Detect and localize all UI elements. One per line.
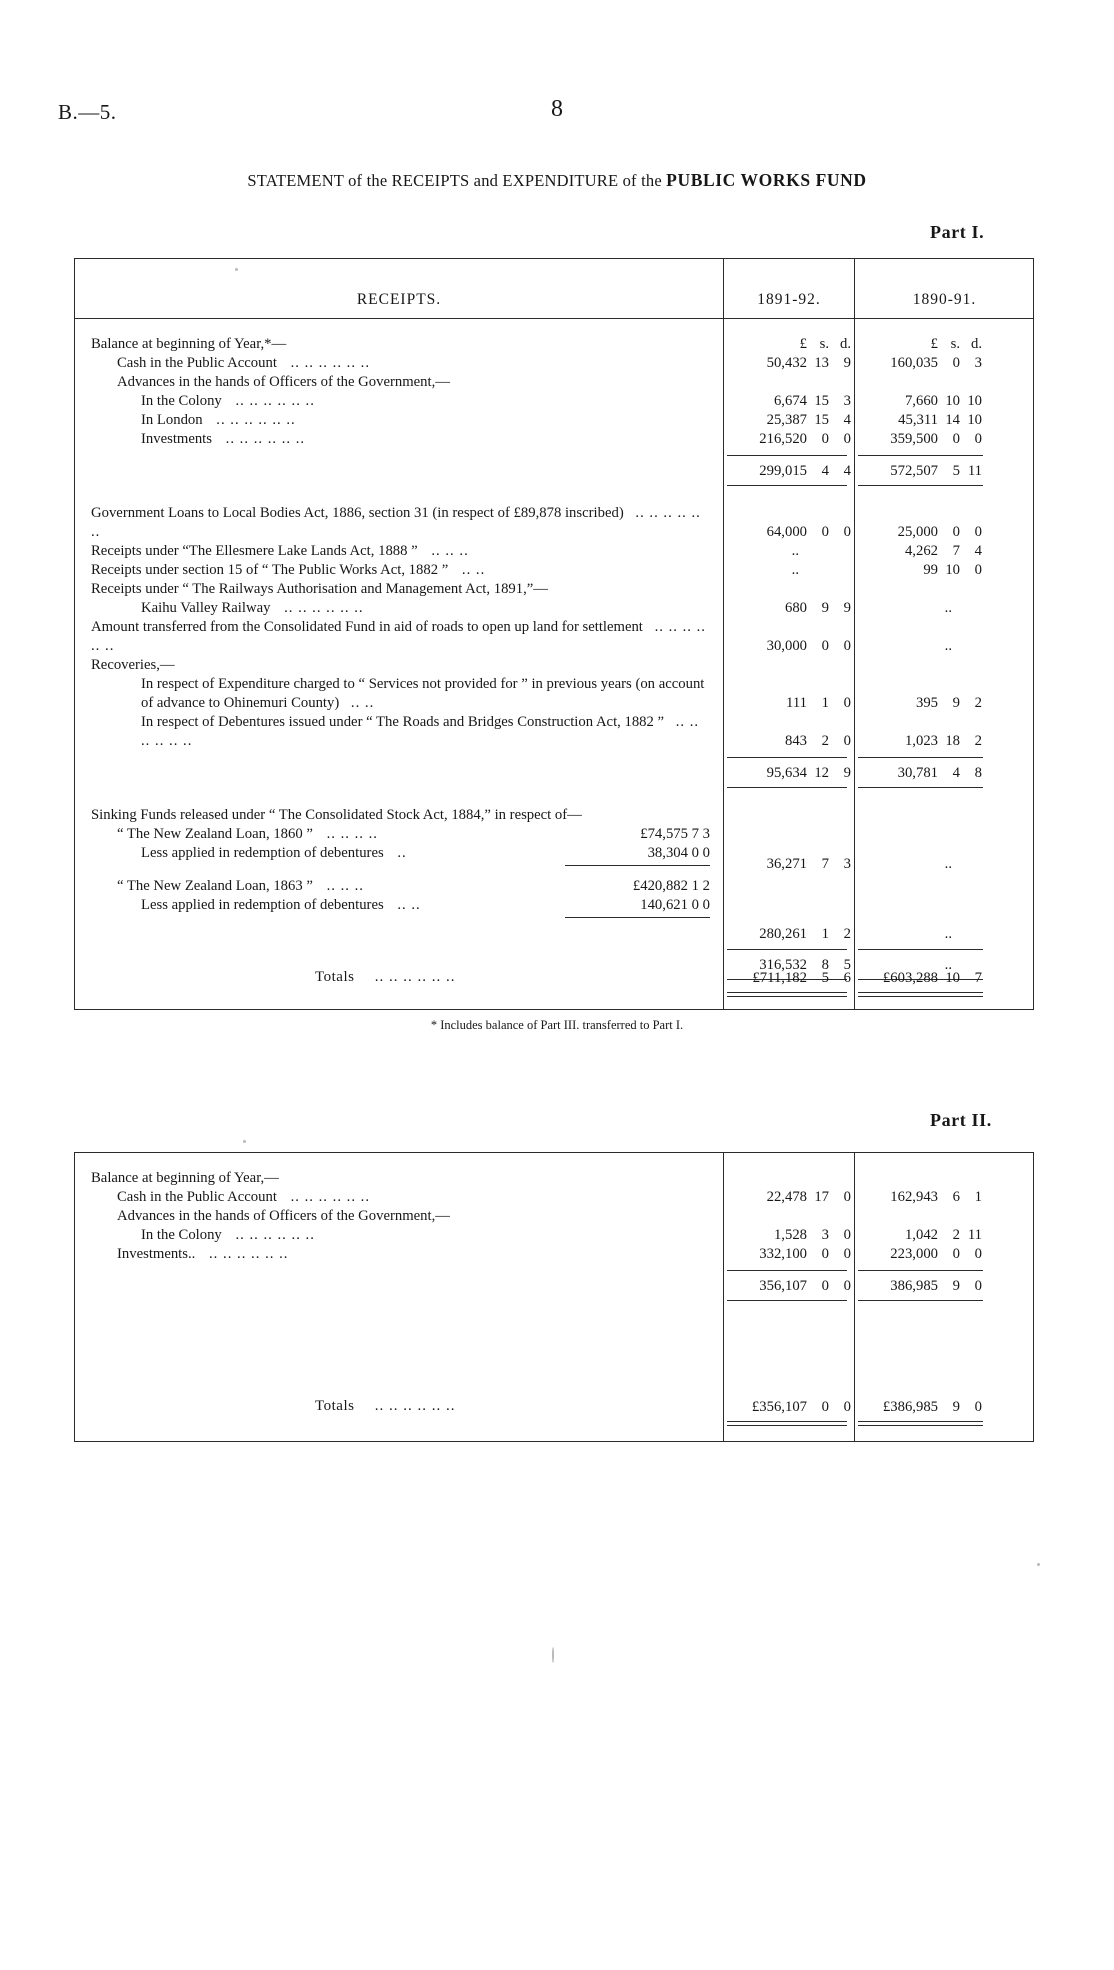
amount-pounds: 1,528 — [773, 1227, 807, 1243]
subtotal-rule — [858, 1300, 983, 1301]
amount-pence: 0 — [974, 1278, 982, 1294]
amount-shillings: 10 — [945, 970, 960, 986]
amount-pence: 4 — [843, 412, 851, 428]
amount-pence: 3 — [843, 393, 851, 409]
row-text: Receipts under “The Ellesmere Lake Lands Act, 1888 ” — [91, 543, 418, 559]
leader-dots: .. .. .. .. .. .. — [225, 431, 306, 447]
amount-pounds: £386,985 — [882, 1399, 938, 1415]
amount-pence: 10 — [967, 393, 982, 409]
scan-speck — [552, 1647, 554, 1663]
total-double-rule — [727, 1421, 847, 1426]
amount-pounds: 1,023 — [904, 733, 938, 749]
row-label — [141, 896, 421, 915]
shilling-sign: s. — [950, 336, 960, 352]
receipts-table-part-one — [74, 258, 1034, 1010]
column-header-receipts: RECEIPTS. — [356, 291, 442, 308]
amount-pounds: 223,000 — [890, 1246, 938, 1262]
amount-pounds: .. — [944, 856, 952, 872]
amount-shillings: 5 — [821, 970, 829, 986]
column-header-1890-91: 1890-91. — [912, 291, 977, 308]
amount-pence: 0 — [974, 524, 982, 540]
amount-pounds: 25,387 — [766, 412, 807, 428]
amount-pounds: 6,674 — [773, 393, 807, 409]
subtotal-rule — [727, 1300, 847, 1301]
amount-pence: 11 — [967, 463, 982, 479]
row-label — [117, 1188, 370, 1207]
amount-pounds: 30,781 — [897, 765, 938, 781]
amount-pence: 0 — [843, 695, 851, 711]
row-label — [91, 504, 711, 542]
subtotal-rule — [858, 949, 983, 950]
amount-pounds: .. — [791, 543, 799, 559]
leader-dots: .. .. .. .. .. .. — [284, 600, 364, 616]
amount-pounds: 216,520 — [759, 431, 807, 447]
pence-sign: d. — [970, 336, 982, 352]
amount-shillings: 0 — [952, 431, 960, 447]
amount-shillings: 1 — [821, 926, 829, 942]
subtotal-current — [727, 462, 851, 481]
table-row — [727, 637, 851, 656]
table-row — [858, 411, 982, 430]
currency-head-previous — [858, 335, 982, 354]
amount-shillings: 8 — [821, 957, 829, 973]
table-row — [727, 542, 851, 561]
amount-pounds: 572,507 — [890, 463, 938, 479]
statement-title — [0, 170, 1114, 191]
table-row — [858, 542, 982, 561]
table-row — [858, 1188, 982, 1207]
statement-title-bold: PUBLIC WORKS FUND — [666, 170, 867, 190]
amount-pence: 0 — [843, 638, 851, 654]
pound-sign: £ — [930, 336, 938, 352]
subtotal-previous — [858, 1277, 982, 1296]
subtotal-current — [727, 764, 851, 783]
row-label — [141, 411, 296, 430]
part-two-label: Part II. — [930, 1110, 992, 1130]
row-label — [117, 825, 378, 844]
subtotal-rule — [727, 787, 847, 788]
pence-sign: d. — [839, 336, 851, 352]
total-double-rule — [727, 992, 847, 997]
column-divider-right — [854, 1153, 855, 1441]
table-row — [727, 1188, 851, 1207]
leader-dots: .. .. .. .. .. .. — [290, 355, 371, 371]
row-label: Advances in the hands of Officers of the Government,— — [117, 1208, 450, 1224]
amount-shillings: 18 — [945, 733, 960, 749]
amount-pounds: 111 — [786, 695, 807, 711]
amount-shillings: 0 — [821, 1399, 829, 1415]
row-label — [141, 844, 407, 863]
shilling-sign: s. — [819, 336, 829, 352]
amount-pounds: 280,261 — [759, 926, 807, 942]
amount-pence: 0 — [843, 733, 851, 749]
amount-pence: 0 — [974, 1246, 982, 1262]
row-text: Investments — [141, 431, 212, 447]
inner-amount: £74,575 7 3 — [640, 826, 710, 842]
amount-pence: 0 — [974, 562, 982, 578]
row-label: Recoveries,— — [91, 657, 175, 673]
table-row — [727, 732, 851, 751]
row-text: Government Loans to Local Bodies Act, 1886, section 31 (in respect of £89,878 inscribed) — [91, 505, 624, 521]
amount-shillings: 7 — [952, 543, 960, 559]
amount-shillings: 4 — [821, 463, 829, 479]
subtotal-rule — [858, 1270, 983, 1271]
leader-dots: .. .. .. .. .. .. — [374, 1398, 456, 1414]
pound-sign: £ — [799, 336, 807, 352]
row-label — [141, 430, 305, 449]
amount-pence: 3 — [843, 856, 851, 872]
table-row — [727, 523, 851, 542]
subtotal-rule — [727, 455, 847, 456]
row-text: In respect of Expenditure charged to “ Services not provided for ” in previous years (on account of advance to Ohinemuri County) — [141, 676, 705, 711]
amount-shillings: 0 — [821, 1278, 829, 1294]
subtotal-rule — [858, 455, 983, 456]
amount-pence: 0 — [974, 1399, 982, 1415]
net-amount-previous — [858, 855, 982, 874]
amount-shillings: 14 — [945, 412, 960, 428]
amount-shillings: 0 — [952, 1246, 960, 1262]
amount-pence: 7 — [974, 970, 982, 986]
amount-pounds: 299,015 — [759, 463, 807, 479]
subtotal-previous — [858, 462, 982, 481]
amount-pounds: 316,532 — [759, 957, 807, 973]
amount-pence: 0 — [843, 1278, 851, 1294]
amount-shillings: 7 — [821, 856, 829, 872]
totals-text: Totals — [315, 969, 355, 985]
table-row — [858, 1226, 982, 1245]
row-text: In London — [141, 412, 203, 428]
amount-pounds: .. — [944, 600, 952, 616]
amount-pounds: 99 — [923, 562, 938, 578]
grand-total-previous — [858, 1398, 982, 1417]
amount-shillings: 0 — [952, 355, 960, 371]
amount-pence: 11 — [967, 1227, 982, 1243]
amount-shillings: 9 — [821, 600, 829, 616]
amount-shillings: 9 — [952, 1399, 960, 1415]
amount-shillings: 0 — [952, 524, 960, 540]
amount-pence: 9 — [843, 765, 851, 781]
inner-amount: 140,621 0 0 — [640, 897, 710, 913]
row-text: In the Colony — [141, 393, 222, 409]
leader-dots: .. .. .. .. .. .. — [374, 969, 456, 985]
column-divider-right — [854, 259, 855, 1009]
amount-pounds: 7,660 — [904, 393, 938, 409]
amount-pounds: 162,943 — [890, 1189, 938, 1205]
table-row — [727, 430, 851, 449]
table-row — [727, 1226, 851, 1245]
row-text: Less applied in redemption of debentures — [141, 897, 384, 913]
amount-pounds: 95,634 — [766, 765, 807, 781]
amount-shillings: 10 — [945, 562, 960, 578]
receipts-table-part-two — [74, 1152, 1034, 1442]
page-number: 8 — [551, 96, 563, 122]
row-label — [141, 675, 711, 713]
net-amount-current — [727, 855, 851, 874]
amount-shillings: 17 — [814, 1189, 829, 1205]
amount-pence: 4 — [974, 543, 982, 559]
row-label — [117, 354, 370, 373]
inner-rule — [565, 865, 710, 866]
amount-pounds: .. — [791, 562, 799, 578]
table-row — [858, 430, 982, 449]
amount-pounds: £356,107 — [751, 1399, 807, 1415]
amount-pounds: 22,478 — [766, 1189, 807, 1205]
subtotal-rule — [727, 1270, 847, 1271]
amount-pounds: 4,262 — [904, 543, 938, 559]
table-row — [727, 1245, 851, 1264]
section-title-balance: Balance at beginning of Year,*— — [91, 336, 287, 352]
amount-shillings: 2 — [952, 1227, 960, 1243]
amount-shillings: 9 — [952, 1278, 960, 1294]
amount-pence: 0 — [843, 1189, 851, 1205]
row-label: Receipts under “ The Railways Authorisation and Management Act, 1891,”— — [91, 581, 548, 597]
amount-pounds: .. — [944, 926, 952, 942]
amount-pounds: .. — [944, 957, 952, 973]
table-row — [727, 599, 851, 618]
leader-dots: .. .. .. .. .. .. — [216, 412, 296, 428]
row-label — [117, 1245, 288, 1264]
row-label — [91, 618, 711, 656]
subtotal-current — [727, 1277, 851, 1296]
amount-pence: 0 — [843, 524, 851, 540]
subtotal-rule — [727, 485, 847, 486]
subtotal-rule — [858, 757, 983, 758]
leader-dots: .. .. .. .. — [326, 826, 378, 842]
amount-pounds: 30,000 — [766, 638, 807, 654]
amount-pounds: 356,107 — [759, 1278, 807, 1294]
amount-pounds: 359,500 — [890, 431, 938, 447]
table-row — [858, 694, 982, 713]
row-text: Kaihu Valley Railway — [141, 600, 271, 616]
amount-shillings: 6 — [952, 1189, 960, 1205]
part-one-label: Part I. — [930, 222, 985, 242]
column-divider-left — [723, 259, 724, 1009]
amount-shillings: 5 — [952, 463, 960, 479]
row-text: In the Colony — [141, 1227, 222, 1243]
amount-pounds: 386,985 — [890, 1278, 938, 1294]
amount-pounds: 36,271 — [766, 856, 807, 872]
row-text: “ The New Zealand Loan, 1860 ” — [117, 826, 313, 842]
amount-pence: 0 — [843, 431, 851, 447]
table-row — [727, 392, 851, 411]
amount-shillings: 15 — [814, 393, 829, 409]
row-label — [141, 1226, 315, 1245]
amount-pounds: 64,000 — [766, 524, 807, 540]
table-row — [858, 354, 982, 373]
amount-shillings: 9 — [952, 695, 960, 711]
inner-rule — [565, 917, 710, 918]
amount-pounds: 50,432 — [766, 355, 807, 371]
inner-amount: £420,882 1 2 — [632, 878, 710, 894]
grand-total-previous — [858, 969, 982, 988]
amount-pence: 0 — [843, 1246, 851, 1262]
leader-dots: .. .. .. — [326, 878, 364, 894]
row-text: Investments.. — [117, 1246, 196, 1262]
amount-pence: 9 — [843, 600, 851, 616]
row-label — [91, 561, 485, 580]
amount-pence: 0 — [843, 1227, 851, 1243]
subtotal-previous — [858, 764, 982, 783]
currency-head-current — [727, 335, 851, 354]
amount-shillings: 2 — [821, 733, 829, 749]
scan-speck — [243, 1140, 246, 1143]
amount-pounds: 1,042 — [904, 1227, 938, 1243]
leader-dots: .. .. .. .. .. .. — [91, 619, 706, 654]
amount-pounds: 843 — [784, 733, 807, 749]
table-row — [858, 1245, 982, 1264]
amount-shillings: 0 — [821, 638, 829, 654]
table-row — [727, 561, 851, 580]
table-row — [727, 354, 851, 373]
leader-dots: .. .. .. .. .. .. — [290, 1189, 371, 1205]
amount-pounds: £711,182 — [752, 970, 807, 986]
amount-pence: 1 — [974, 1189, 982, 1205]
row-text: Amount transferred from the Consolidated Fund in aid of roads to open up land for settlement — [91, 619, 643, 635]
net-amount-current — [727, 925, 851, 944]
amount-pounds: 332,100 — [759, 1246, 807, 1262]
total-double-rule — [858, 1421, 983, 1426]
amount-pence: 3 — [974, 355, 982, 371]
header-rule — [75, 318, 1033, 319]
grand-total-current — [727, 1398, 851, 1417]
amount-pence: 0 — [974, 431, 982, 447]
amount-pounds: £603,288 — [882, 970, 938, 986]
subtotal-rule — [858, 787, 983, 788]
scan-speck — [1037, 1563, 1040, 1566]
amount-shillings: 1 — [821, 695, 829, 711]
column-divider-left — [723, 1153, 724, 1441]
table-row — [858, 637, 982, 656]
totals-label — [315, 969, 455, 986]
amount-shillings: 15 — [814, 412, 829, 428]
amount-shillings: 4 — [952, 765, 960, 781]
table-row — [858, 392, 982, 411]
amount-pounds: 160,035 — [890, 355, 938, 371]
total-double-rule — [858, 992, 983, 997]
amount-pounds: 395 — [915, 695, 938, 711]
totals-label — [315, 1398, 455, 1415]
inner-amount: 38,304 0 0 — [647, 845, 710, 861]
amount-shillings: 10 — [945, 393, 960, 409]
amount-pounds: .. — [944, 638, 952, 654]
amount-pence: 2 — [974, 733, 982, 749]
amount-pence: 10 — [967, 412, 982, 428]
leader-dots: .. .. .. .. .. .. — [235, 393, 315, 409]
amount-pounds: 45,311 — [898, 412, 938, 428]
column-header-1891-92: 1891-92. — [757, 291, 821, 308]
leader-dots: .. .. .. .. .. .. — [141, 714, 700, 749]
amount-shillings: 0 — [821, 524, 829, 540]
table-row — [858, 732, 982, 751]
leader-dots: .. .. .. .. .. .. — [91, 505, 701, 540]
leader-dots: .. .. .. .. .. .. — [235, 1227, 315, 1243]
row-text: Cash in the Public Account — [117, 355, 277, 371]
amount-pence: 8 — [974, 765, 982, 781]
totals-text: Totals — [315, 1398, 355, 1414]
leader-dots: .. .. .. .. .. .. — [209, 1246, 289, 1262]
amount-pounds: 25,000 — [897, 524, 938, 540]
table-row — [858, 561, 982, 580]
row-label — [117, 877, 364, 896]
document-code: B.—5. — [58, 100, 117, 124]
row-text: Less applied in redemption of debentures — [141, 845, 384, 861]
row-label: Advances in the hands of Officers of the Government,— — [117, 374, 450, 390]
section-title-sinking-funds: Sinking Funds released under “ The Consolidated Stock Act, 1884,” in respect of— — [91, 807, 582, 823]
row-label — [141, 599, 364, 618]
amount-shillings: 3 — [821, 1227, 829, 1243]
scan-speck — [235, 268, 238, 271]
section-title-balance: Balance at beginning of Year,— — [91, 1170, 279, 1186]
leader-dots: .. .. — [350, 695, 375, 711]
subtotal-rule — [727, 757, 847, 758]
grand-total-current — [727, 969, 851, 988]
subtotal-rule — [858, 485, 983, 486]
amount-pounds: 680 — [784, 600, 807, 616]
amount-pence: 6 — [843, 970, 851, 986]
amount-pence: 9 — [843, 355, 851, 371]
leader-dots: .. — [397, 845, 407, 861]
row-label — [141, 713, 711, 751]
row-text: In respect of Debentures issued under “ The Roads and Bridges Construction Act, 1882 ” — [141, 714, 665, 730]
amount-pence: 2 — [843, 926, 851, 942]
leader-dots: .. .. .. — [431, 543, 469, 559]
amount-pence: 4 — [843, 463, 851, 479]
row-label — [141, 392, 315, 411]
footnote: * Includes balance of Part III. transferred to Part I. — [430, 1018, 684, 1032]
row-text: Cash in the Public Account — [117, 1189, 277, 1205]
net-amount-previous — [858, 925, 982, 944]
row-label — [91, 542, 469, 561]
amount-pence: 0 — [843, 1399, 851, 1415]
leader-dots: .. .. — [397, 897, 421, 913]
row-text: “ The New Zealand Loan, 1863 ” — [117, 878, 313, 894]
table-row — [858, 599, 982, 618]
amount-shillings: 12 — [814, 765, 829, 781]
amount-pence: 2 — [974, 695, 982, 711]
statement-title-plain: STATEMENT of the RECEIPTS and EXPENDITURE of the — [247, 171, 667, 190]
amount-pence: 5 — [843, 957, 851, 973]
table-row — [727, 411, 851, 430]
row-text: Receipts under section 15 of “ The Public Works Act, 1882 ” — [91, 562, 449, 578]
leader-dots: .. .. — [461, 562, 486, 578]
table-row — [727, 694, 851, 713]
subtotal-rule — [727, 949, 847, 950]
amount-shillings: 13 — [814, 355, 829, 371]
amount-shillings: 0 — [821, 431, 829, 447]
amount-shillings: 0 — [821, 1246, 829, 1262]
table-row — [858, 523, 982, 542]
